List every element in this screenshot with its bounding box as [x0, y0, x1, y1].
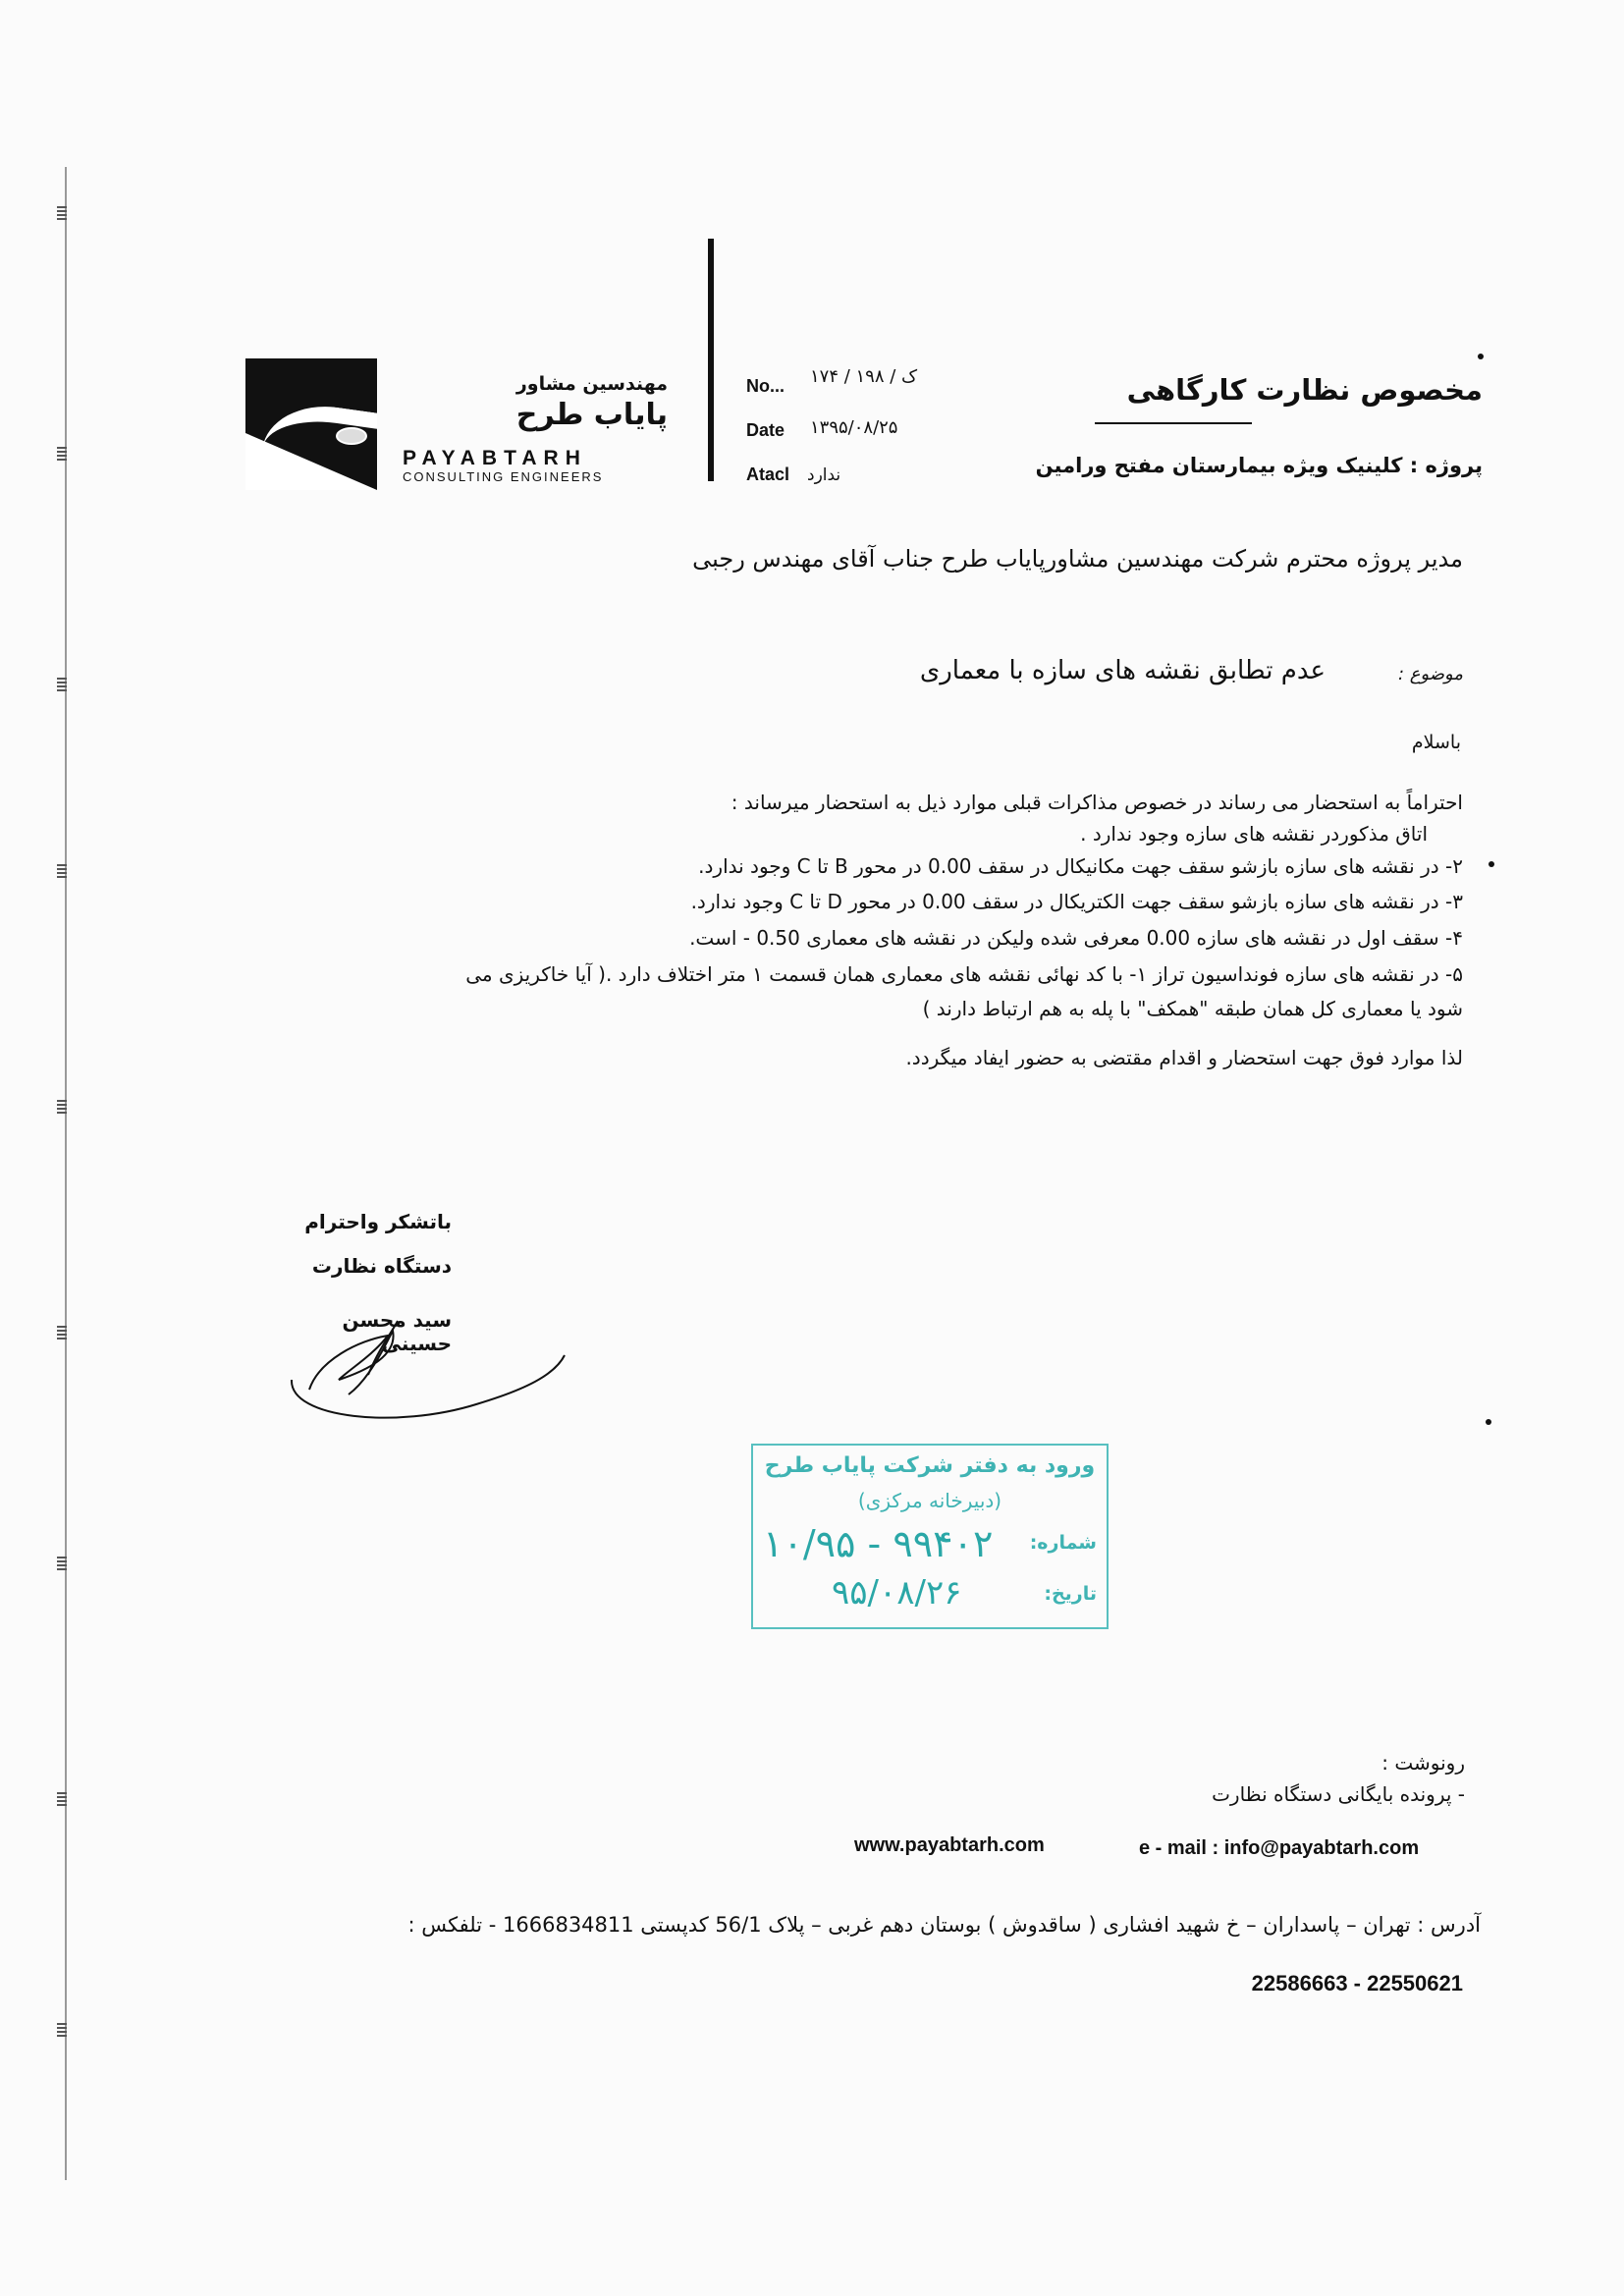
- project-line: پروژه : کلینیک ویژه بیمارستان مفتح ورامین: [1035, 454, 1483, 477]
- binding-mark: [51, 2023, 77, 2037]
- item-5-line-2: شود یا معماری کل همان طبقه "همکف" با پله به هم ارتباط دارند ): [922, 997, 1463, 1020]
- binding-mark: [51, 864, 77, 878]
- copy-heading: رونوشت :: [1381, 1751, 1465, 1775]
- margin-dot: [1489, 861, 1494, 867]
- special-underline: [1095, 422, 1252, 424]
- header-divider: [708, 239, 714, 481]
- binding-mark: [51, 1792, 77, 1806]
- binding-edge-line: [65, 167, 67, 2180]
- stamp-number-label: شماره:: [1029, 1532, 1097, 1554]
- binding-mark: [51, 678, 77, 691]
- company-name-en: PAYABTARH: [403, 447, 587, 469]
- signature-department: دستگاه نظارت: [311, 1254, 452, 1278]
- item-4: ۴- سقف اول در نقشه های سازه 0.00 معرفی شده ولیکن در نقشه های معماری 0.50 - است.: [689, 926, 1463, 950]
- binding-mark: [51, 1557, 77, 1570]
- stamp-date: ۹۵/۰۸/۲۶: [832, 1573, 962, 1613]
- company-name-fa-small: مهندسین مشاور: [515, 373, 668, 395]
- copy-item: - پرونده بایگانی دستگاه نظارت: [1212, 1782, 1465, 1806]
- binding-mark: [51, 447, 77, 461]
- receipt-stamp: [751, 1444, 1109, 1629]
- binding-mark: [51, 1100, 77, 1114]
- signature-name: سید محسن حسینی: [342, 1308, 452, 1355]
- email-link[interactable]: e - mail : info@payabtarh.com: [1139, 1837, 1420, 1859]
- company-name-fa: پایاب طرح: [515, 398, 668, 432]
- stamp-subtitle: (دبیرخانه مرکزی): [857, 1489, 1002, 1512]
- item-2: ۲- در نقشه های سازه بازشو سقف جهت مکانیکال در سقف 0.00 در محور B تا C وجود ندارد.: [698, 854, 1463, 878]
- company-logo: [245, 358, 377, 490]
- closing-line: لذا موارد فوق جهت استحضار و اقدام مقتضی به حضور ایفاد میگردد.: [905, 1046, 1463, 1069]
- handwritten-signature: [280, 1301, 574, 1429]
- item-3: ۳- در نقشه های سازه بازشو سقف جهت الکتریکال در سقف 0.00 در محور D تا C وجود ندارد.: [690, 890, 1463, 913]
- phone-numbers: 22586663 - 22550621: [1251, 1971, 1463, 1995]
- company-subtitle-en: CONSULTING ENGINEERS: [403, 469, 604, 484]
- letter-date-value: ۱۳۹۵/۰۸/۲۵: [810, 417, 898, 438]
- subject-label: موضوع :: [1397, 664, 1463, 684]
- item-5-line-1: ۵- در نقشه های سازه فونداسیون تراز ۱- با کد نهائی نقشه های معماری همان قسمت ۱ متر اختلاف دارد .( آیا خاکریزی می: [465, 962, 1463, 986]
- subject: عدم تطابق نقشه های سازه با معماری: [919, 656, 1326, 685]
- intro-line: احتراماً به استحضار می رساند در خصوص مذاکرات قبلی موارد ذیل به استحضار میرساند :: [731, 791, 1463, 814]
- item-1: اتاق مذکوردر نقشه های سازه وجود ندارد .: [1080, 822, 1428, 846]
- attachment-value: ندارد: [807, 465, 841, 485]
- binding-mark: [51, 206, 77, 220]
- address: آدرس : تهران – پاسداران – خ شهید افشاری ( ساقدوش ) بوستان دهم غربی – پلاک 56/1 کدپستی 1666834811 - تلفکس :: [407, 1913, 1481, 1937]
- recipient: مدیر پروژه محترم شرکت مهندسین مشاورپایاب طرح جناب آقای مهندس رجبی: [692, 545, 1463, 573]
- stamp-title: ورود به دفتر شرکت پایاب طرح: [764, 1453, 1096, 1478]
- signature-thanks: باتشکر واحترام: [304, 1210, 452, 1233]
- stamp-number: ۱۰/۹۵ - ۹۹۴۰۲: [763, 1522, 994, 1565]
- letter-number-label: No...: [746, 376, 785, 396]
- attachment-label: Atacl: [746, 465, 790, 484]
- margin-dot: [1486, 1419, 1491, 1425]
- letter-date-label: Date: [746, 420, 785, 440]
- binding-mark: [51, 1326, 77, 1339]
- stamp-date-label: تاریخ:: [1044, 1583, 1097, 1605]
- website-link[interactable]: www.payabtarh.com: [854, 1834, 1045, 1856]
- special-notice: مخصوص نظارت کارگاهی: [1126, 373, 1483, 407]
- greeting: باسلام: [1411, 732, 1461, 753]
- header-dot: [1478, 354, 1484, 359]
- letter-number-value: ۱۷۴ / ک / ۱۹۸: [810, 366, 918, 387]
